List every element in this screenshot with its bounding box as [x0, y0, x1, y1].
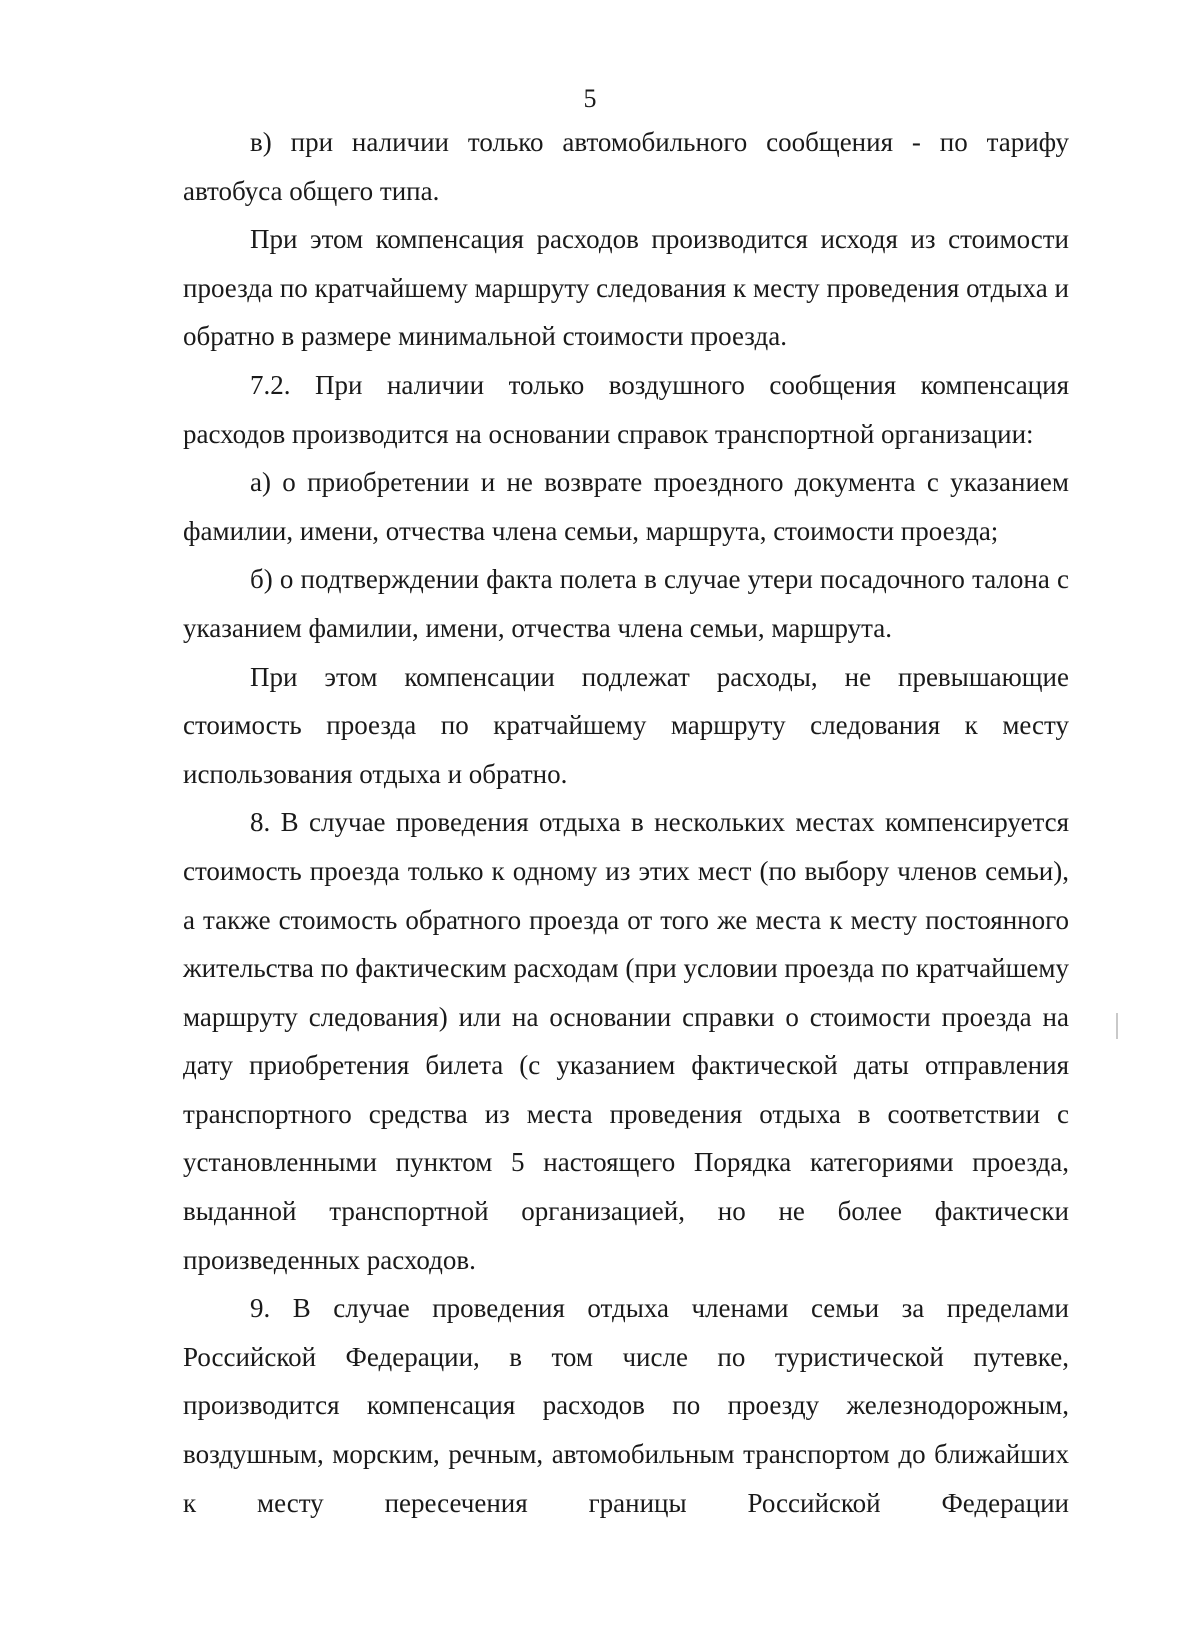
paragraph-auto-transport-tariff: в) при наличии только автомобильного сообщения - по тарифу автобуса общего типа.	[183, 127, 1069, 206]
document-body	[183, 118, 1069, 1527]
page-number: 5	[583, 84, 597, 113]
scan-artifact	[1116, 1013, 1118, 1039]
paragraph-compensation-shortest-route: При этом компенсация расходов производится исходя из стоимости проезда по кратчайшему маршруту следования к месту проведения отдыха и обратно в размере минимальной стоимости проезда.	[183, 224, 1069, 352]
paragraph-b-flight-confirmation: б) о подтверждении факта полета в случае утери посадочного талона с указанием фамилии, имени, отчества члена семьи, маршрута.	[183, 564, 1069, 643]
paragraph-a-ticket-purchase: а) о приобретении и не возврате проездного документа с указанием фамилии, имени, отчества члена семьи, маршрута, стоимости проезда;	[183, 467, 1069, 546]
paragraph-compensation-limit: При этом компенсации подлежат расходы, не превышающие стоимость проезда по кратчайшему маршруту следования к месту использования отдыха и обратно.	[183, 661, 1069, 789]
paragraph-7-2-air-only: 7.2. При наличии только воздушного сообщения компенсация расходов производится на основании справок транспортной организации:	[183, 369, 1069, 449]
paragraph-9-abroad: 9. В случае проведения отдыха членами семьи за пределами Российской Федерации, в том числе по туристической путевке, производится компенсация расходов по проезду железнодорожным, воздушным, морским, речным, автомобильным транспортом до ближайших к месту пересечения границы Российской Федерации	[183, 1293, 1069, 1518]
paragraph-8-multiple-places: 8. В случае проведения отдыха в нескольких местах компенсируется стоимость проезда только к одному из этих мест (по выбору членов семьи), а также стоимость обратного проезда от того же места к месту постоянного жительства по фактическим расходам (при условии проезда по кратчайшему маршруту следования) или на основании справки о стоимости проезда на дату приобретения билета (с указанием фактической даты отправления транспортного средства из места проведения отдыха в соответствии с установленными пунктом 5 настоящего Порядка категориями проезда, выданной транспортной организацией, но не более фактически произведенных расходов.	[183, 807, 1069, 1275]
